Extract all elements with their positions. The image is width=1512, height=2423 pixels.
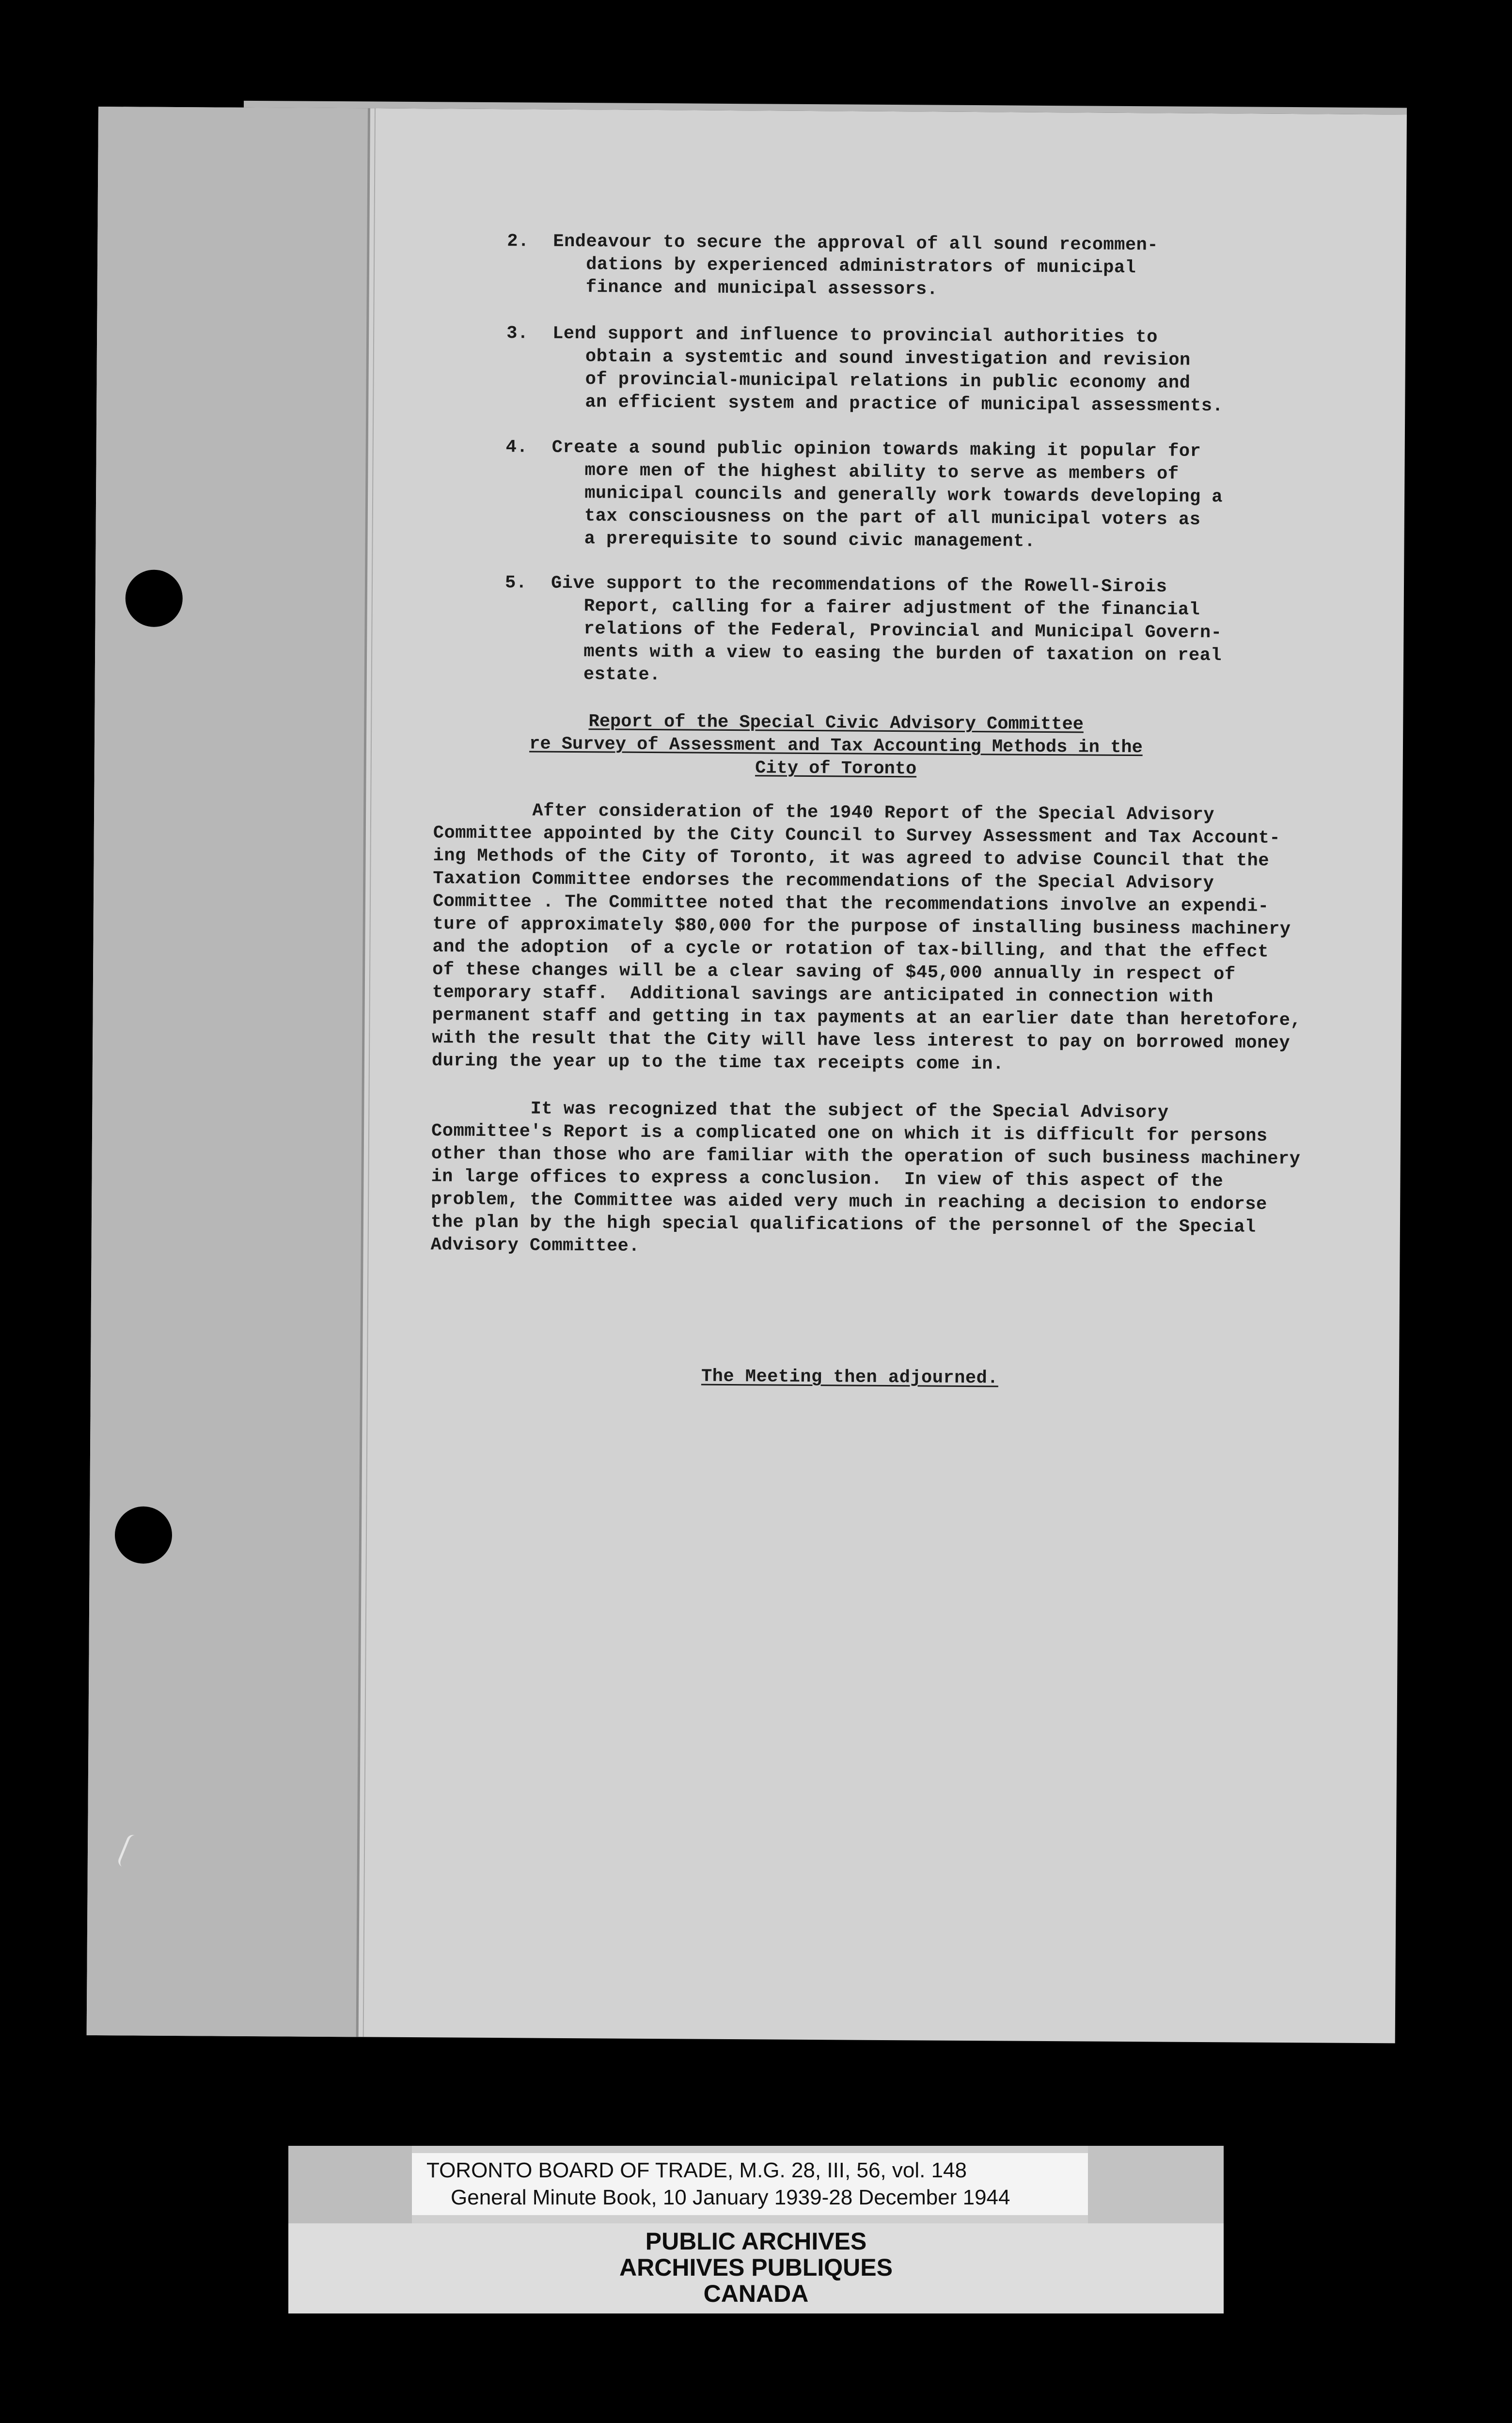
document-page <box>87 107 1407 2043</box>
archive-reference-label <box>412 2153 1088 2215</box>
heading-line: re Survey of Assessment and Tax Accounting Methods in the <box>529 734 1143 758</box>
item-text: Endeavour to secure the approval of all sound recommen- dations by experienced administrators of municipal finance and municipal assessors. <box>552 231 1159 300</box>
stamp-tab <box>288 2146 412 2223</box>
item-text: Create a sound public opinion towards making it popular for more men of the highest ability to serve as members of municipal councils and generally work towards developing a tax consciousness on the part of all municipal voters as a prerequisite to sound civic management. <box>551 437 1223 552</box>
body-paragraph: It was recognized that the subject of the Special Advisory Committee's Report is a complicated one on which it is difficult for persons other than those who are familiar with the operation of such business machinery in large offices to express a conclusion. In view of this aspect of the problem, the Committee was aided very much in reaching a decision to endorse the plan by the high special qualifications of the personnel of the Special Advisory Committee. <box>430 1098 1301 1257</box>
item-number: 2. <box>507 231 529 252</box>
binding-margin <box>87 107 370 2037</box>
archive-name-fr: ARCHIVES PUBLIQUES <box>619 2254 893 2281</box>
item-text: Lend support and influence to provincial authorities to obtain a systemtic and sound investigation and revision of provincial-municipal relations in public economy and an efficient system and practice of municipal assessments. <box>552 323 1224 417</box>
item-number: 4. <box>505 437 528 458</box>
archive-stamp <box>288 2146 1224 2313</box>
page-top-edge <box>244 101 1407 115</box>
heading-line: Report of the Special Civic Advisory Committee <box>588 711 1084 735</box>
heading-line: City of Toronto <box>755 758 917 780</box>
archive-name-block <box>288 2223 1224 2313</box>
closing-line: The Meeting then adjourned. <box>701 1366 999 1389</box>
punch-hole-icon <box>115 1506 173 1564</box>
volume-description: General Minute Book, 10 January 1939-28 December 1944 <box>451 2186 1010 2209</box>
punch-hole-icon <box>125 569 183 627</box>
stamp-tab <box>1088 2146 1224 2223</box>
body-paragraph: After consideration of the 1940 Report of the Special Advisory Committee appointed by the City Council to Survey Assessment and Tax Account- ing Methods of the City of Toronto, it was agreed to advise Council that the Taxation Committee endorses the recommendations of the Special Advisory Committee . The Committee noted that the recommendations involve an expendi- ture of approximately $80,000 for the purpose of installing business machinery and the adoption of a cycle or rotation of tax-billing, and that the effect of these changes will be a clear saving of $45,000 annually in respect of temporary staff. Additional savings are anticipated in connection with permanent staff and getting in tax payments at an earlier date than heretofore, with the result that the City will have less interest to pay on borrowed money during the year up to the time tax receipts come in. <box>431 800 1302 1075</box>
item-number: 5. <box>504 573 527 594</box>
archive-country: CANADA <box>703 2280 809 2307</box>
fonds-reference: TORONTO BOARD OF TRADE, M.G. 28, III, 56, vol. 148 <box>426 2158 967 2182</box>
report-heading <box>376 709 1297 784</box>
item-number: 3. <box>506 323 529 344</box>
item-text: Give support to the recommendations of the Rowell-Sirois Report, calling for a fairer adjustment of the financial relations of the Federal, Provincial and Municipal Govern- ments with a view to easing the burden of taxation on real estate. <box>550 573 1222 686</box>
archive-name-en: PUBLIC ARCHIVES <box>645 2228 867 2255</box>
